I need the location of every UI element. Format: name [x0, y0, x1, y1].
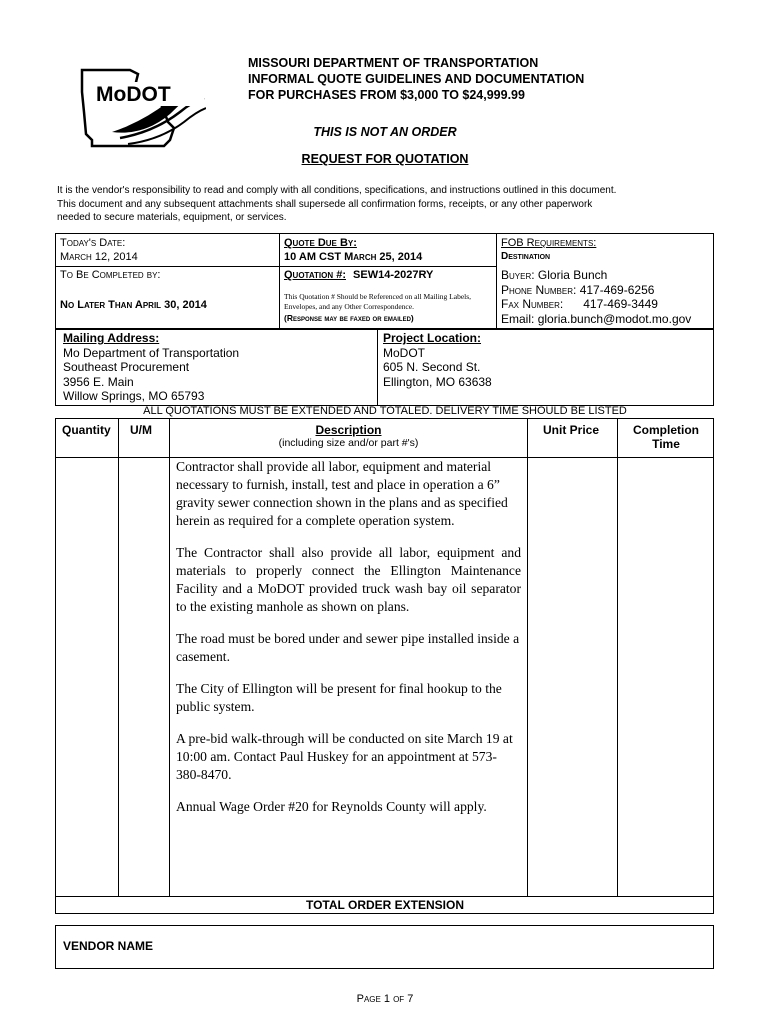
- document-header: [248, 55, 584, 103]
- col-description-label: Description: [315, 423, 382, 437]
- quotation-number-label: Quotation #:: [284, 269, 346, 281]
- quotation-note: This Quotation # Should be Referenced on all Mailing Labels, Envelopes, and any Other Correspondence.: [284, 292, 472, 311]
- buyer-contact: [501, 268, 691, 326]
- phone-value: 417-469-6256: [579, 282, 655, 297]
- email-row: [501, 312, 691, 327]
- intro-line-1: It is the vendor's responsibility to read and comply with all conditions, specifications, and instructions outlined in this document.: [57, 185, 617, 196]
- quote-due-label: Quote Due By:: [284, 237, 357, 249]
- phone-label: Phone Number:: [501, 282, 577, 297]
- col-completion-header: [618, 423, 714, 451]
- fob-label: FOB Requirements:: [501, 237, 597, 249]
- fax-row: [501, 297, 691, 312]
- col-completion-line-2: Time: [652, 437, 680, 451]
- vendor-name-label: VENDOR NAME: [63, 939, 154, 953]
- description-paragraph-5: A pre-bid walk-through will be conducted on site March 19 at 10:00 am. Contact Paul Huskey for an appointment at 573-380-8470.: [176, 731, 513, 782]
- col-unit-price-header: Unit Price: [543, 423, 600, 437]
- description-paragraph-4: The City of Ellington will be present for final hookup to the public system.: [176, 681, 502, 714]
- mailing-line-1: Mo Department of Transportation: [63, 345, 240, 360]
- header-line-3: FOR PURCHASES FROM $3,000 TO $24,999.99: [248, 88, 525, 102]
- header-line-1: MISSOURI DEPARTMENT OF TRANSPORTATION: [248, 56, 539, 70]
- description-paragraph-2: The Contractor shall also provide all labor, equipment and materials to properly connect the Ellington Maintenance Facility and a MoDOT provided truck wash bay oil separator to the existing manhole as shown on plans.: [176, 545, 521, 614]
- email-label: Email:: [501, 311, 535, 326]
- mailing-line-3: 3956 E. Main: [63, 374, 134, 389]
- description-paragraph-3: The road must be bored under and sewer pipe installed inside a casement.: [176, 631, 520, 664]
- vendor-name-box: [55, 925, 714, 969]
- extension-notice: ALL QUOTATIONS MUST BE EXTENDED AND TOTALED. DELIVERY TIME SHOULD BE LISTED: [143, 405, 627, 417]
- fax-note: (Response may be faxed or emailed): [284, 313, 414, 323]
- intro-line-3: needed to secure materials, equipment, or services.: [57, 212, 287, 223]
- mailing-address-label: Mailing Address:: [63, 331, 160, 345]
- mailing-address: [63, 331, 239, 404]
- todays-date-label: Today's Date:: [60, 237, 126, 249]
- fob-value: Destination: [501, 251, 551, 262]
- quote-due-cell: [284, 236, 422, 264]
- todays-date-cell: [60, 236, 138, 264]
- description-paragraph-6: Annual Wage Order #20 for Reynolds County will apply.: [176, 799, 487, 814]
- mailing-line-4: Willow Springs, MO 65793: [63, 389, 205, 403]
- intro-text: [57, 184, 717, 225]
- quotation-number-value: SEW14-2027RY: [353, 269, 434, 281]
- completed-by-label: To Be Completed by:: [60, 269, 161, 281]
- project-line-1: MoDOT: [383, 345, 425, 360]
- col-um-header: U/M: [130, 423, 152, 437]
- project-line-3: Ellington, MO 63638: [383, 374, 492, 389]
- not-an-order-notice: THIS IS NOT AN ORDER: [313, 125, 457, 139]
- buyer-row: [501, 268, 691, 283]
- project-line-2: 605 N. Second St.: [383, 360, 481, 374]
- col-quantity-header: Quantity: [62, 423, 111, 437]
- rfq-title: REQUEST FOR QUOTATION: [301, 152, 469, 166]
- fax-label: Fax Number:: [501, 297, 564, 311]
- todays-date-value: March 12, 2014: [60, 251, 138, 263]
- project-location: [383, 331, 492, 389]
- phone-row: [501, 283, 691, 298]
- col-description-sub: (including size and/or part #'s): [278, 437, 419, 449]
- project-location-label: Project Location:: [383, 331, 482, 345]
- buyer-label: Buyer:: [501, 268, 535, 282]
- quote-due-value: 10 AM CST March 25, 2014: [284, 251, 423, 263]
- email-value: gloria.bunch@modot.mo.gov: [537, 311, 692, 326]
- description-paragraph-1: Contractor shall provide all labor, equipment and material necessary to furnish, install, test and place in operation a 6” gravity sewer connection shown in the plans and as specified herein as required for a complete operation system.: [176, 459, 508, 528]
- quotation-number-row: [284, 269, 433, 281]
- mailing-line-2: Southeast Procurement: [63, 360, 190, 374]
- col-completion-line-1: Completion: [633, 423, 699, 437]
- fax-value: 417-469-3449: [583, 297, 658, 311]
- col-description-header: [170, 423, 527, 449]
- item-description: [176, 458, 521, 830]
- buyer-name: Gloria Bunch: [537, 268, 608, 282]
- header-line-2: INFORMAL QUOTE GUIDELINES AND DOCUMENTATION: [248, 72, 585, 86]
- svg-text:MoDOT: MoDOT: [96, 83, 171, 106]
- completed-by-value: No Later Than April 30, 2014: [60, 299, 207, 311]
- fob-cell: [501, 236, 596, 264]
- page-footer: Page 1 of 7: [356, 993, 414, 1005]
- intro-line-2: This document and any subsequent attachments shall supersede all confirmation forms, receipts, or any other paperwork: [57, 198, 593, 210]
- total-order-extension: TOTAL ORDER EXTENSION: [305, 898, 464, 912]
